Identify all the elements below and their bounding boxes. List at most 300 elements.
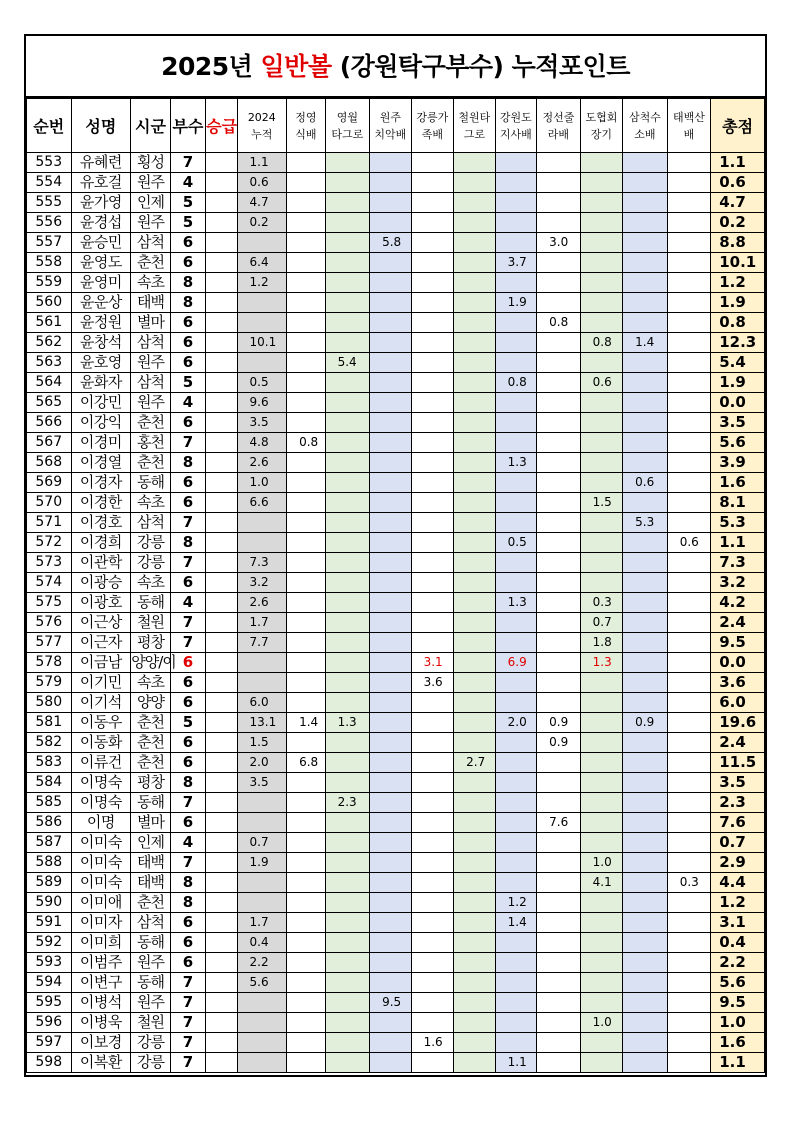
row-jeongseon-cup — [537, 433, 581, 453]
table-row — [27, 333, 765, 353]
row-association-cup — [580, 693, 623, 713]
row-governor-cup — [495, 233, 537, 253]
row-city: 동해 — [131, 933, 170, 953]
table-row — [27, 733, 765, 753]
row-name: 이금남 — [71, 653, 131, 673]
row-city: 태백 — [131, 873, 170, 893]
row-wonju-chiak-cup — [370, 573, 412, 593]
row-division: 6 — [170, 673, 205, 693]
row-governor-cup: 1.4 — [495, 913, 537, 933]
row-promotion — [206, 453, 237, 473]
row-jeongyeong-cup — [287, 793, 325, 813]
row-jeongyeong-cup — [287, 973, 325, 993]
row-taebaek-cup — [667, 393, 711, 413]
row-association-cup: 0.6 — [580, 373, 623, 393]
row-governor-cup — [495, 393, 537, 413]
row-cheorwon-tagro — [454, 813, 496, 833]
row-cheorwon-tagro — [454, 1033, 496, 1053]
row-association-cup — [580, 533, 623, 553]
row-division: 6 — [170, 733, 205, 753]
row-taebaek-cup — [667, 513, 711, 533]
row-no: 596 — [27, 1013, 72, 1033]
row-city: 태백 — [131, 293, 170, 313]
row-name: 이미희 — [71, 933, 131, 953]
row-samcheok-cup — [623, 213, 668, 233]
row-division: 7 — [170, 153, 205, 173]
header-promotion: 승급 — [206, 99, 237, 153]
table-row — [27, 933, 765, 953]
table-row — [27, 353, 765, 373]
row-association-cup — [580, 1033, 623, 1053]
row-jeongseon-cup — [537, 293, 581, 313]
row-jeongseon-cup — [537, 253, 581, 273]
row-jeongseon-cup — [537, 953, 581, 973]
row-division: 8 — [170, 893, 205, 913]
row-city: 춘천 — [131, 713, 170, 733]
row-city: 속초 — [131, 573, 170, 593]
row-jeongyeong-cup — [287, 513, 325, 533]
row-division: 8 — [170, 293, 205, 313]
row-total: 1.6 — [711, 473, 765, 493]
row-total: 3.1 — [711, 913, 765, 933]
row-city: 강릉 — [131, 533, 170, 553]
row-total: 8.8 — [711, 233, 765, 253]
header-jeongyeong-cup: 정영 식배 — [287, 99, 325, 153]
row-samcheok-cup — [623, 593, 668, 613]
row-association-cup: 1.0 — [580, 853, 623, 873]
row-association-cup — [580, 253, 623, 273]
row-association-cup — [580, 973, 623, 993]
row-taebaek-cup — [667, 1053, 711, 1073]
row-total: 0.4 — [711, 933, 765, 953]
row-no: 553 — [27, 153, 72, 173]
row-association-cup: 0.3 — [580, 593, 623, 613]
row-promotion — [206, 433, 237, 453]
row-taebaek-cup — [667, 973, 711, 993]
row-division: 6 — [170, 573, 205, 593]
row-gangneung-family-cup — [411, 733, 454, 753]
row-2024-cumulative: 2.0 — [237, 753, 287, 773]
row-yeongwol-tagro — [325, 693, 370, 713]
row-yeongwol-tagro — [325, 433, 370, 453]
row-jeongseon-cup: 0.8 — [537, 313, 581, 333]
row-cheorwon-tagro — [454, 853, 496, 873]
row-taebaek-cup — [667, 653, 711, 673]
row-gangneung-family-cup — [411, 773, 454, 793]
header-row — [27, 99, 765, 153]
row-gangneung-family-cup: 1.6 — [411, 1033, 454, 1053]
row-promotion — [206, 513, 237, 533]
row-total: 1.9 — [711, 373, 765, 393]
row-name: 이동화 — [71, 733, 131, 753]
row-cheorwon-tagro — [454, 433, 496, 453]
row-yeongwol-tagro — [325, 633, 370, 653]
row-total: 5.3 — [711, 513, 765, 533]
row-jeongseon-cup — [537, 653, 581, 673]
table-row — [27, 413, 765, 433]
row-governor-cup — [495, 553, 537, 573]
row-governor-cup — [495, 413, 537, 433]
table-row — [27, 693, 765, 713]
row-association-cup — [580, 513, 623, 533]
row-samcheok-cup — [623, 173, 668, 193]
row-name: 윤정원 — [71, 313, 131, 333]
row-city: 원주 — [131, 353, 170, 373]
row-wonju-chiak-cup — [370, 433, 412, 453]
row-samcheok-cup — [623, 693, 668, 713]
row-governor-cup — [495, 1013, 537, 1033]
row-promotion — [206, 993, 237, 1013]
row-yeongwol-tagro — [325, 1033, 370, 1053]
row-jeongseon-cup — [537, 773, 581, 793]
row-name: 이광호 — [71, 593, 131, 613]
row-name: 이경한 — [71, 493, 131, 513]
row-division: 7 — [170, 613, 205, 633]
row-samcheok-cup — [623, 433, 668, 453]
row-association-cup — [580, 573, 623, 593]
row-2024-cumulative — [237, 293, 287, 313]
row-gangneung-family-cup — [411, 453, 454, 473]
row-no: 561 — [27, 313, 72, 333]
row-no: 594 — [27, 973, 72, 993]
table-row — [27, 233, 765, 253]
row-division: 4 — [170, 593, 205, 613]
row-association-cup — [580, 353, 623, 373]
row-total: 0.7 — [711, 833, 765, 853]
header-jeongseon-cup: 정선줄 라배 — [537, 99, 581, 153]
row-jeongseon-cup — [537, 793, 581, 813]
row-no: 587 — [27, 833, 72, 853]
row-jeongseon-cup — [537, 413, 581, 433]
row-cheorwon-tagro — [454, 933, 496, 953]
row-samcheok-cup — [623, 1013, 668, 1033]
row-total: 1.1 — [711, 1053, 765, 1073]
row-2024-cumulative: 6.4 — [237, 253, 287, 273]
row-promotion — [206, 593, 237, 613]
row-jeongyeong-cup — [287, 573, 325, 593]
header-samcheok-cup: 삼척수 소배 — [623, 99, 668, 153]
row-promotion — [206, 213, 237, 233]
row-promotion — [206, 953, 237, 973]
row-jeongyeong-cup — [287, 533, 325, 553]
row-governor-cup — [495, 513, 537, 533]
row-no: 597 — [27, 1033, 72, 1053]
row-cheorwon-tagro — [454, 553, 496, 573]
row-name: 이광승 — [71, 573, 131, 593]
row-yeongwol-tagro — [325, 413, 370, 433]
row-jeongyeong-cup — [287, 673, 325, 693]
row-taebaek-cup — [667, 573, 711, 593]
row-wonju-chiak-cup — [370, 1033, 412, 1053]
row-promotion — [206, 813, 237, 833]
row-yeongwol-tagro — [325, 573, 370, 593]
row-2024-cumulative: 10.1 — [237, 333, 287, 353]
row-cheorwon-tagro — [454, 1053, 496, 1073]
row-wonju-chiak-cup — [370, 873, 412, 893]
row-promotion — [206, 653, 237, 673]
row-jeongyeong-cup — [287, 1013, 325, 1033]
table-row — [27, 293, 765, 313]
row-governor-cup: 6.9 — [495, 653, 537, 673]
row-division: 7 — [170, 433, 205, 453]
row-cheorwon-tagro — [454, 513, 496, 533]
row-governor-cup: 2.0 — [495, 713, 537, 733]
row-taebaek-cup — [667, 813, 711, 833]
row-governor-cup — [495, 333, 537, 353]
row-total: 1.1 — [711, 533, 765, 553]
row-promotion — [206, 773, 237, 793]
row-wonju-chiak-cup — [370, 153, 412, 173]
row-jeongyeong-cup — [287, 473, 325, 493]
row-jeongseon-cup — [537, 1053, 581, 1073]
table-row — [27, 1013, 765, 1033]
row-jeongyeong-cup — [287, 273, 325, 293]
row-wonju-chiak-cup — [370, 813, 412, 833]
row-jeongyeong-cup — [287, 213, 325, 233]
row-association-cup — [580, 773, 623, 793]
row-jeongyeong-cup — [287, 633, 325, 653]
row-division: 7 — [170, 1053, 205, 1073]
row-promotion — [206, 573, 237, 593]
row-jeongseon-cup: 0.9 — [537, 733, 581, 753]
row-city: 원주 — [131, 213, 170, 233]
row-taebaek-cup — [667, 493, 711, 513]
row-total: 7.3 — [711, 553, 765, 573]
row-yeongwol-tagro — [325, 733, 370, 753]
row-cheorwon-tagro — [454, 633, 496, 653]
row-total: 11.5 — [711, 753, 765, 773]
table-row — [27, 853, 765, 873]
row-2024-cumulative: 13.1 — [237, 713, 287, 733]
row-division: 6 — [170, 473, 205, 493]
row-association-cup — [580, 953, 623, 973]
row-2024-cumulative: 1.2 — [237, 273, 287, 293]
row-samcheok-cup — [623, 553, 668, 573]
row-jeongyeong-cup: 6.8 — [287, 753, 325, 773]
row-cheorwon-tagro — [454, 333, 496, 353]
table-row — [27, 453, 765, 473]
row-gangneung-family-cup — [411, 873, 454, 893]
row-promotion — [206, 733, 237, 753]
row-2024-cumulative: 4.7 — [237, 193, 287, 213]
row-division: 8 — [170, 453, 205, 473]
row-jeongseon-cup — [537, 553, 581, 573]
row-jeongseon-cup — [537, 573, 581, 593]
row-gangneung-family-cup — [411, 1053, 454, 1073]
row-promotion — [206, 833, 237, 853]
row-jeongseon-cup: 7.6 — [537, 813, 581, 833]
row-city: 철원 — [131, 1013, 170, 1033]
row-promotion — [206, 333, 237, 353]
row-jeongseon-cup — [537, 273, 581, 293]
row-governor-cup — [495, 753, 537, 773]
table-row — [27, 273, 765, 293]
row-cheorwon-tagro — [454, 193, 496, 213]
row-wonju-chiak-cup — [370, 713, 412, 733]
row-taebaek-cup — [667, 1013, 711, 1033]
row-division: 6 — [170, 333, 205, 353]
row-association-cup — [580, 893, 623, 913]
row-samcheok-cup — [623, 1033, 668, 1053]
row-promotion — [206, 693, 237, 713]
row-name: 윤영미 — [71, 273, 131, 293]
row-wonju-chiak-cup — [370, 1013, 412, 1033]
row-2024-cumulative: 0.5 — [237, 373, 287, 393]
row-total: 2.4 — [711, 613, 765, 633]
row-no: 583 — [27, 753, 72, 773]
row-promotion — [206, 793, 237, 813]
row-gangneung-family-cup — [411, 373, 454, 393]
row-city: 삼척 — [131, 513, 170, 533]
row-samcheok-cup — [623, 833, 668, 853]
row-city: 양양 — [131, 693, 170, 713]
row-wonju-chiak-cup — [370, 633, 412, 653]
row-no: 572 — [27, 533, 72, 553]
table-row — [27, 493, 765, 513]
row-governor-cup — [495, 173, 537, 193]
row-yeongwol-tagro — [325, 333, 370, 353]
row-city: 원주 — [131, 993, 170, 1013]
row-jeongseon-cup: 0.9 — [537, 713, 581, 733]
row-cheorwon-tagro — [454, 713, 496, 733]
row-governor-cup — [495, 633, 537, 653]
row-promotion — [206, 373, 237, 393]
row-city: 인제 — [131, 193, 170, 213]
row-jeongyeong-cup — [287, 593, 325, 613]
row-taebaek-cup — [667, 413, 711, 433]
row-gangneung-family-cup — [411, 233, 454, 253]
row-division: 5 — [170, 713, 205, 733]
row-yeongwol-tagro — [325, 173, 370, 193]
row-2024-cumulative — [237, 813, 287, 833]
row-no: 586 — [27, 813, 72, 833]
row-yeongwol-tagro — [325, 913, 370, 933]
table-row — [27, 873, 765, 893]
row-total: 3.5 — [711, 773, 765, 793]
row-taebaek-cup — [667, 833, 711, 853]
title-year: 2025년 — [161, 52, 253, 81]
row-cheorwon-tagro — [454, 973, 496, 993]
row-promotion — [206, 1053, 237, 1073]
row-name: 이경호 — [71, 513, 131, 533]
table-row — [27, 673, 765, 693]
row-wonju-chiak-cup — [370, 973, 412, 993]
row-wonju-chiak-cup — [370, 293, 412, 313]
row-gangneung-family-cup: 3.6 — [411, 673, 454, 693]
row-yeongwol-tagro — [325, 153, 370, 173]
row-2024-cumulative: 2.6 — [237, 453, 287, 473]
row-yeongwol-tagro — [325, 1013, 370, 1033]
row-jeongyeong-cup — [287, 613, 325, 633]
row-no: 581 — [27, 713, 72, 733]
row-wonju-chiak-cup — [370, 893, 412, 913]
row-total: 10.1 — [711, 253, 765, 273]
row-gangneung-family-cup — [411, 593, 454, 613]
row-promotion — [206, 1033, 237, 1053]
header-no: 순번 — [27, 99, 72, 153]
row-no: 567 — [27, 433, 72, 453]
row-yeongwol-tagro: 1.3 — [325, 713, 370, 733]
row-yeongwol-tagro — [325, 233, 370, 253]
row-cheorwon-tagro — [454, 913, 496, 933]
row-name: 이류건 — [71, 753, 131, 773]
row-no: 554 — [27, 173, 72, 193]
row-samcheok-cup — [623, 973, 668, 993]
row-gangneung-family-cup — [411, 293, 454, 313]
row-no: 565 — [27, 393, 72, 413]
table-row — [27, 833, 765, 853]
row-name: 이강익 — [71, 413, 131, 433]
row-no: 595 — [27, 993, 72, 1013]
row-jeongyeong-cup: 1.4 — [287, 713, 325, 733]
row-taebaek-cup — [667, 273, 711, 293]
row-gangneung-family-cup — [411, 833, 454, 853]
row-governor-cup — [495, 933, 537, 953]
row-division: 8 — [170, 773, 205, 793]
row-samcheok-cup — [623, 613, 668, 633]
row-yeongwol-tagro — [325, 393, 370, 413]
row-total: 2.3 — [711, 793, 765, 813]
row-gangneung-family-cup — [411, 793, 454, 813]
row-no: 562 — [27, 333, 72, 353]
row-total: 0.0 — [711, 393, 765, 413]
row-taebaek-cup — [667, 1033, 711, 1053]
row-samcheok-cup — [623, 773, 668, 793]
row-jeongyeong-cup — [287, 393, 325, 413]
row-total: 8.1 — [711, 493, 765, 513]
row-city: 철원 — [131, 613, 170, 633]
row-jeongseon-cup — [537, 673, 581, 693]
row-cheorwon-tagro — [454, 993, 496, 1013]
row-cheorwon-tagro — [454, 293, 496, 313]
row-samcheok-cup: 5.3 — [623, 513, 668, 533]
row-jeongseon-cup — [537, 393, 581, 413]
row-division: 4 — [170, 173, 205, 193]
row-samcheok-cup — [623, 673, 668, 693]
row-no: 582 — [27, 733, 72, 753]
row-taebaek-cup — [667, 173, 711, 193]
row-wonju-chiak-cup — [370, 1053, 412, 1073]
row-total: 19.6 — [711, 713, 765, 733]
row-association-cup: 0.8 — [580, 333, 623, 353]
row-jeongyeong-cup — [287, 453, 325, 473]
row-association-cup — [580, 673, 623, 693]
row-gangneung-family-cup — [411, 993, 454, 1013]
row-promotion — [206, 973, 237, 993]
row-gangneung-family-cup — [411, 1013, 454, 1033]
row-gangneung-family-cup — [411, 513, 454, 533]
header-wonju-chiak-cup: 원주 치악배 — [370, 99, 412, 153]
row-city: 춘천 — [131, 893, 170, 913]
row-taebaek-cup — [667, 853, 711, 873]
row-association-cup — [580, 473, 623, 493]
row-taebaek-cup: 0.3 — [667, 873, 711, 893]
row-total: 2.9 — [711, 853, 765, 873]
row-samcheok-cup — [623, 753, 668, 773]
row-total: 6.0 — [711, 693, 765, 713]
row-promotion — [206, 173, 237, 193]
row-cheorwon-tagro — [454, 213, 496, 233]
row-no: 558 — [27, 253, 72, 273]
row-total: 1.0 — [711, 1013, 765, 1033]
row-gangneung-family-cup — [411, 533, 454, 553]
row-gangneung-family-cup — [411, 693, 454, 713]
row-2024-cumulative: 1.0 — [237, 473, 287, 493]
table-row — [27, 1053, 765, 1073]
row-promotion — [206, 293, 237, 313]
table-row — [27, 613, 765, 633]
row-total: 2.4 — [711, 733, 765, 753]
